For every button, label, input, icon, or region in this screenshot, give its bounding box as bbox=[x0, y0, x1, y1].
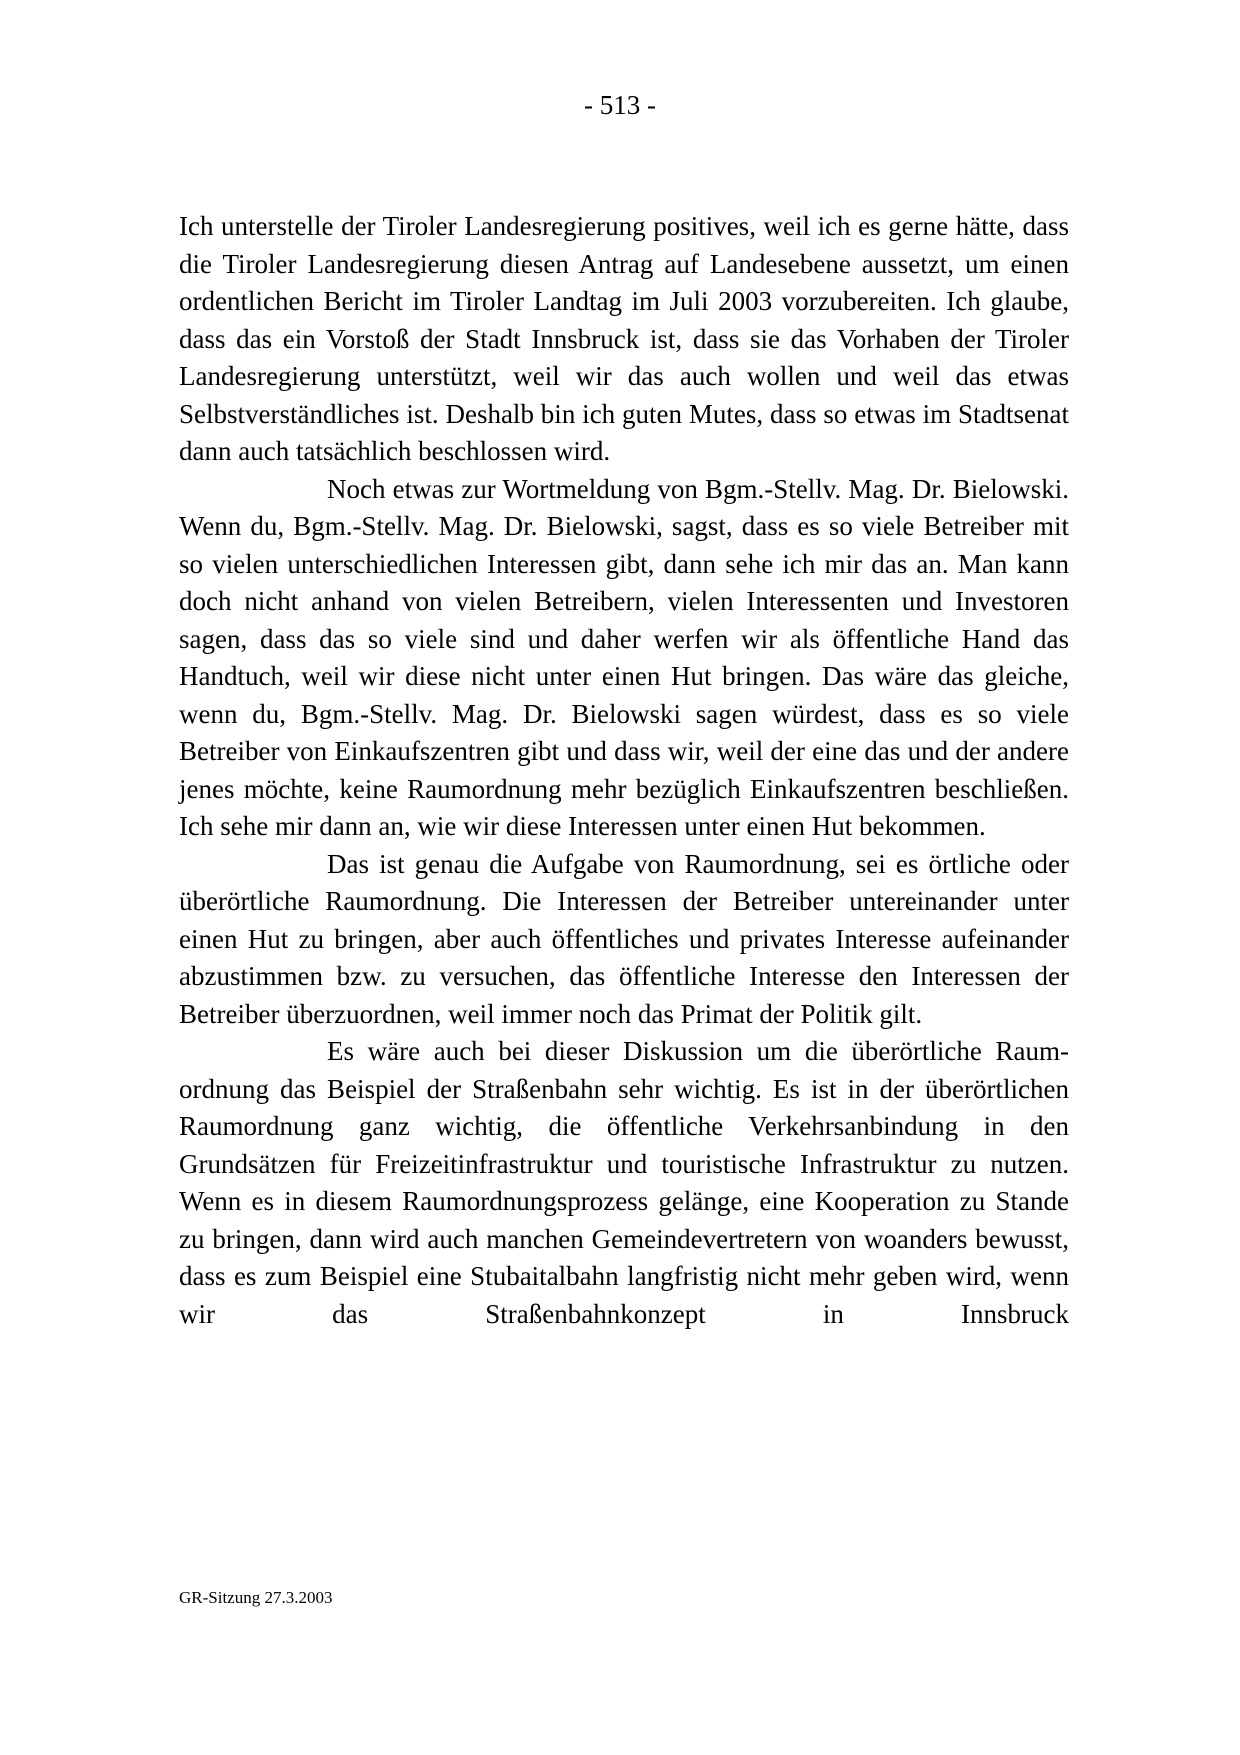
paragraph-3: Das ist genau die Aufgabe von Raumordnung, sei es örtliche oder überörtliche Raumordnung. Die Interessen der Betreiber untereinander unter einen Hut zu bringen, aber auch öffentliches und privates Interesse aufeinander abzustimmen bzw. zu versuchen, das öffentliche Interesse den Interessen der Betreiber überzuordnen, weil immer noch das Primat der Politik gilt. bbox=[179, 848, 1069, 1029]
paragraph-4: Es wäre auch bei dieser Diskussion um die überörtliche Raumordnung das Beispiel der Straßenbahn sehr wichtig. Es ist in der überörtlichen Raumordnung ganz wichtig, die öffentliche Verkehrsanbindung in den Grundsätzen für Freizeitinfrastruktur und touristische Infrastruktur zu nutzen. Wenn es in diesem Raumordnungsprozess gelänge, eine Kooperation zu Stande zu bringen, dann wird auch manchen Gemeindevertretern von woanders bewusst, dass es zum Beispiel eine Stubaitalbahn langfristig nicht mehr geben wird, wenn wir das Straßenbahnkonzept in Innsbruck bbox=[179, 1036, 1069, 1329]
paragraph-1: Ich unterstelle der Tiroler Landesregierung positives, weil ich es gerne hätte, dass die Tiroler Landesregierung diesen Antrag auf Landesebene aussetzt, um einen ordentlichen Bericht im Tiroler Landtag im Juli 2003 vorzubereiten. Ich glaube, dass das ein Vorstoß der Stadt Innsbruck ist, dass sie das Vorhaben der Tiroler Landesregierung unterstützt, weil wir das auch wollen und weil das etwas Selbstverständliches ist. Deshalb bin ich guten Mutes, dass so etwas im Stadtsenat dann auch tatsächlich beschlossen wird. bbox=[179, 211, 1069, 466]
paragraph-2: Noch etwas zur Wortmeldung von Bgm.-Stellv. Mag. Dr. Bielowski. Wenn du, Bgm.-Stellv. Mag. Dr. Bielowski, sagst, dass es so viele Betreiber mit so vielen unterschiedlichen Interessen gibt, dann sehe ich mir das an. Man kann doch nicht anhand von vielen Betreibern, vielen Interessenten und Investoren sagen, dass das so viele sind und daher werfen wir als öffentliche Hand das Handtuch, weil wir diese nicht unter einen Hut bringen. Das wäre das gleiche, wenn du, Bgm.-Stellv. Mag. Dr. Bielowski sagen würdest, dass es so viele Betreiber von Einkaufszentren gibt und dass wir, weil der eine das und der andere jenes möchte, keine Raumordnung mehr bezüglich Einkaufszentren beschließen. Ich sehe mir dann an, wie wir diese Interessen unter einen Hut bekommen. bbox=[179, 473, 1069, 841]
document-body bbox=[179, 208, 1069, 1333]
page-number: - 513 - bbox=[584, 90, 656, 120]
page-footer: GR-Sitzung 27.3.2003 bbox=[179, 1588, 333, 1607]
